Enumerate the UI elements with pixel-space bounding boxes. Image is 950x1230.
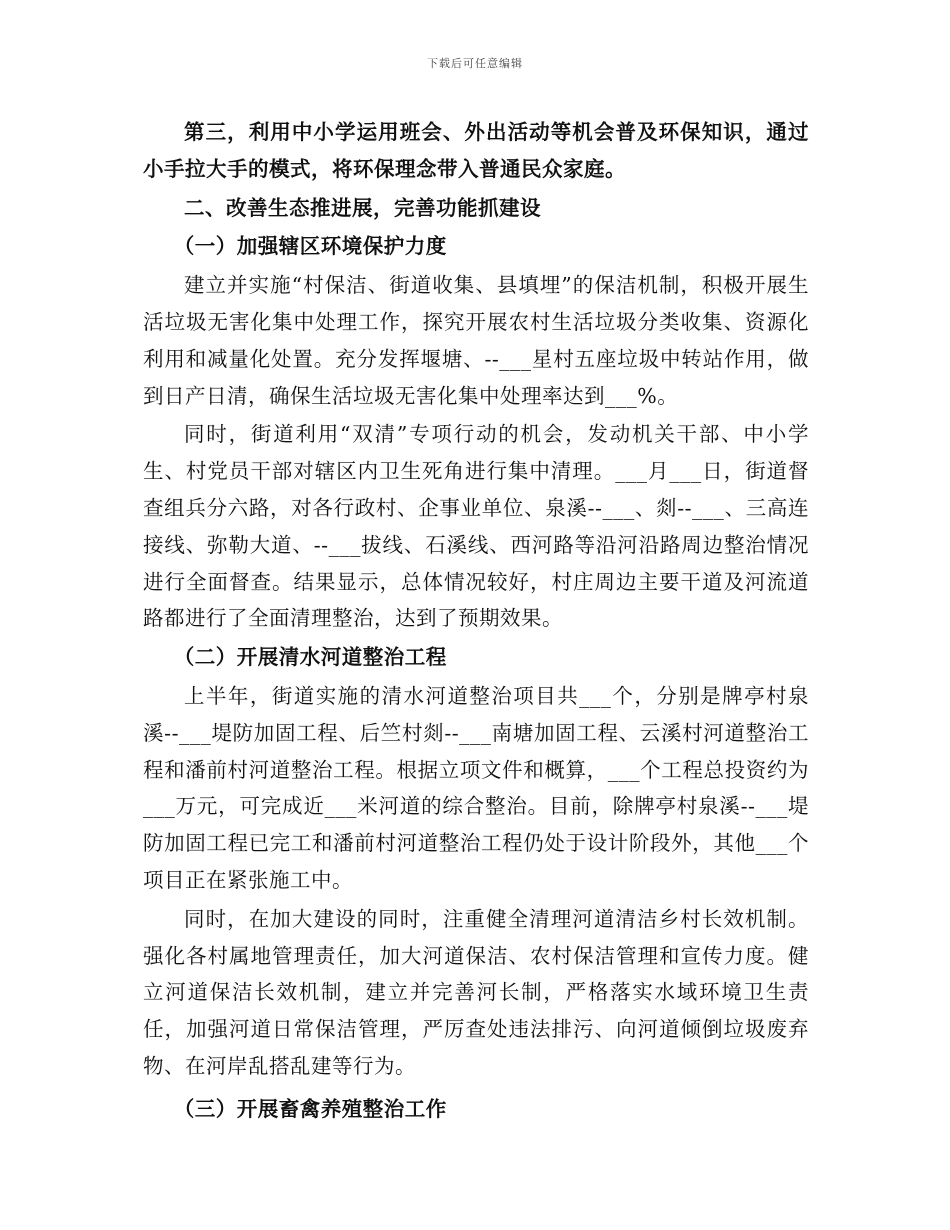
subsection-heading-2: （二）开展清水河道整治工程: [173, 645, 447, 670]
paragraph-double-clean-action: 同时，街道利用“双清”专项行动的机会，发动机关干部、中小学生、村党员干部对辖区内卫生死角进行集中清理。___月___日，街道督查组兵分六路，对各行政村、企事业单位、泉溪--___、剡--___、三高连接线、弥勒大道、--___拔线、石溪线、西河路等沿河沿路周边整治情况进行全面督查。结果显示，总体情况较好，村庄周边主要干道及河流道路都进行了全面清理整治，达到了预期效果。: [143, 422, 809, 631]
section-heading-2: 二、改善生态推进展，完善功能抓建设: [184, 195, 541, 220]
paragraph-third-point: 第三，利用中小学运用班会、外出活动等机会普及环保知识，通过小手拉大手的模式，将环保理念带入普通民众家庭。: [143, 120, 809, 181]
paragraph-river-projects: 上半年，街道实施的清水河道整治项目共___个，分别是牌亭村泉溪--___堤防加固工程、后竺村剡--___南塘加固工程、云溪村河道整治工程和潘前村河道整治工程。根据立项文件和概算，___个工程总投资约为___万元，可完成近___米河道的综合整治。目前，除牌亭村泉溪--___堤防加固工程已完工和潘前村河道整治工程仍处于设计阶段外，其他___个项目正在紧张施工中。: [143, 683, 809, 892]
page-header-note: 下载后可任意编辑: [427, 57, 523, 70]
paragraph-cleaning-mechanism: 建立并实施“村保洁、街道收集、县填埋”的保洁机制，积极开展生活垃圾无害化集中处理工作，探究开展农村生活垃圾分类收集、资源化利用和减量化处置。充分发挥堰塘、--___星村五座垃圾中转站作用，做到日产日清，确保生活垃圾无害化集中处理率达到___%。: [143, 273, 809, 408]
document-body: [143, 114, 809, 1128]
subsection-heading-1: （一）加强辖区环境保护力度: [173, 234, 447, 259]
paragraph-long-term-mechanism: 同时，在加大建设的同时，注重健全清理河道清洁乡村长效机制。强化各村属地管理责任，加大河道保洁、农村保洁管理和宣传力度。健立河道保洁长效机制，建立并完善河长制，严格落实水域环境卫生责任，加强河道日常保洁管理，严厉查处违法排污、向河道倾倒垃圾废弃物、在河岸乱搭乱建等行为。: [143, 906, 809, 1078]
subsection-heading-3: （三）开展畜禽养殖整治工作: [173, 1096, 447, 1121]
